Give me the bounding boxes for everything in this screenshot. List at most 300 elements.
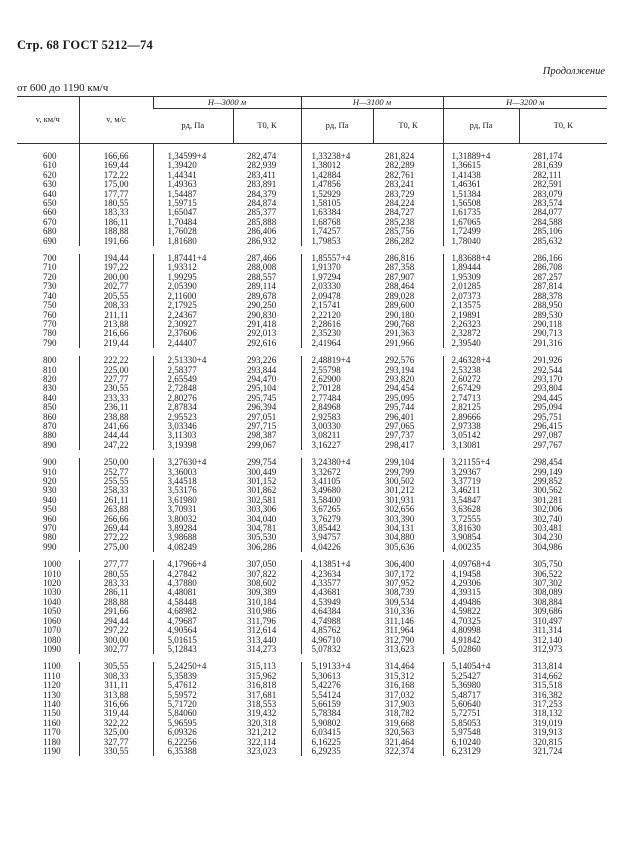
table-cell: 5,24250+4 <box>153 662 233 671</box>
table-cell: 287,358 <box>385 262 415 273</box>
table-cell: 2,03330 <box>301 282 373 291</box>
table-cell: 283,079 <box>533 188 563 199</box>
table-cell: 194,44 <box>79 254 153 263</box>
table-cell: 5,85053 <box>443 719 519 728</box>
table-cell: 3,41105 <box>301 477 373 486</box>
table-cell: 980 <box>43 532 57 543</box>
table-cell: 288,008 <box>247 262 277 273</box>
table-cell: 1,87441+4 <box>153 254 233 263</box>
table-cell: 291,66 <box>79 607 153 616</box>
table-cell: 3,63628 <box>443 505 519 514</box>
table-cell: 3,44518 <box>153 477 233 486</box>
table-cell: 1080 <box>43 634 61 645</box>
table-cell: 1,49363 <box>153 180 233 189</box>
table-cell: 1,95309 <box>443 273 519 282</box>
table-cell: 2,97338 <box>443 422 519 431</box>
table-cell: 294,44 <box>79 617 153 626</box>
table-cell: 970 <box>43 523 57 534</box>
table-cell: 282,474 <box>247 151 277 161</box>
table-cell: 312,973 <box>533 643 563 654</box>
table-cell: 301,931 <box>385 494 415 505</box>
table-cell: 211,11 <box>79 311 153 320</box>
table-cell: 5,90802 <box>301 719 373 728</box>
table-cell: 930 <box>43 485 57 496</box>
table-cell: 3,11303 <box>153 431 233 440</box>
table-cell: 247,22 <box>79 441 153 450</box>
col-header-t0: T0, К <box>373 109 443 144</box>
table-cell: 5,78384 <box>301 709 373 718</box>
table-cell: 303,306 <box>247 504 277 515</box>
col-header-pd: pд, Па <box>153 109 233 144</box>
table-cell: 300,502 <box>385 476 415 486</box>
table-cell: 770 <box>43 318 57 329</box>
table-row <box>17 645 607 654</box>
table-cell: 2,74713 <box>443 394 519 403</box>
table-cell: 5,19133+4 <box>301 662 373 671</box>
table-cell: 4,39315 <box>443 588 519 597</box>
table-cell: 4,68982 <box>153 607 233 616</box>
table-cell: 322,374 <box>385 745 415 756</box>
table-cell: 3,80032 <box>153 515 233 524</box>
table-cell: 4,23634 <box>301 570 373 579</box>
table-cell: 289,028 <box>385 290 415 301</box>
table-cell: 630 <box>43 179 57 190</box>
table-cell: 166,66 <box>79 144 153 162</box>
table-cell: 610 <box>43 160 57 171</box>
table-cell: 2,17925 <box>153 301 233 310</box>
table-cell: 1130 <box>43 689 61 700</box>
table-cell: 5,14054+4 <box>443 662 519 671</box>
table-cell: 304,131 <box>385 523 415 534</box>
table-cell: 321,724 <box>533 745 563 756</box>
table-cell: 1100 <box>43 661 61 672</box>
table-cell: 2,01285 <box>443 282 519 291</box>
table-cell: 910 <box>43 466 57 477</box>
table-cell: 298,454 <box>533 457 563 468</box>
table-cell: 5,60640 <box>443 700 519 709</box>
table-cell: 1030 <box>43 587 61 598</box>
table-cell: 290,250 <box>247 300 277 311</box>
table-cell: 175,00 <box>79 180 153 189</box>
table-cell: 3,37719 <box>443 477 519 486</box>
col-header-pd: pд, Па <box>301 109 373 144</box>
table-cell: 282,111 <box>533 169 562 180</box>
table-cell: 293,844 <box>247 364 277 375</box>
table-cell: 272,22 <box>79 533 153 542</box>
table-row <box>17 747 607 756</box>
table-cell: 1160 <box>43 717 61 728</box>
table-cell: 319,019 <box>533 717 563 728</box>
table-cell: 3,16227 <box>301 441 373 450</box>
table-cell: 2,62900 <box>301 375 373 384</box>
table-cell: 308,602 <box>247 578 277 589</box>
table-cell: 5,97548 <box>443 728 519 737</box>
table-cell: 258,33 <box>79 486 153 495</box>
table-cell: 750 <box>43 300 57 311</box>
col-header-v-kmh: v, км/ч <box>17 97 79 144</box>
table-cell: 290,180 <box>385 309 415 320</box>
table-cell: 840 <box>43 392 57 403</box>
table-cell: 4,59822 <box>443 607 519 616</box>
table-cell: 213,88 <box>79 320 153 329</box>
table-cell: 6,09326 <box>153 728 233 737</box>
table-cell: 5,35839 <box>153 672 233 681</box>
table-cell: 4,04226 <box>301 543 373 552</box>
table-cell: 1,44341 <box>153 171 233 180</box>
table-cell: 3,08211 <box>301 431 373 440</box>
table-cell: 299,067 <box>247 439 277 450</box>
table-cell: 299,799 <box>385 466 415 477</box>
table-cell: 294,470 <box>247 373 277 384</box>
table-cell: 2,13575 <box>443 301 519 310</box>
table-cell: 4,53949 <box>301 598 373 607</box>
table-cell: 307,302 <box>533 578 563 589</box>
table-cell: 238,88 <box>79 413 153 422</box>
table-cell: 317,032 <box>385 689 415 700</box>
table-cell: 293,226 <box>247 355 277 366</box>
table-cell: 3,94757 <box>301 533 373 542</box>
table-cell: 4,00235 <box>443 543 519 552</box>
table-cell: 312,614 <box>247 625 277 636</box>
table-cell: 700 <box>43 253 57 264</box>
table-cell: 305,55 <box>79 662 153 671</box>
table-cell: 219,44 <box>79 339 153 348</box>
table-cell: 285,888 <box>247 216 277 227</box>
table-cell: 297,087 <box>533 430 563 441</box>
table-cell: 1,33238+4 <box>301 144 373 162</box>
table-cell: 304,230 <box>533 532 563 543</box>
table-cell: 303,481 <box>533 523 563 534</box>
table-cell: 790 <box>43 337 57 348</box>
table-cell: 280,55 <box>79 570 153 579</box>
table-cell: 300,562 <box>533 485 563 496</box>
table-cell: 4,96710 <box>301 636 373 645</box>
table-cell: 4,48081 <box>153 588 233 597</box>
table-cell: 283,241 <box>385 179 415 190</box>
table-cell: 1,85557+4 <box>301 254 373 263</box>
table-cell: 940 <box>43 494 57 505</box>
table-cell: 5,02860 <box>443 645 519 654</box>
table-cell: 2,65549 <box>153 375 233 384</box>
table-cell: 4,43681 <box>301 588 373 597</box>
table-cell: 3,89284 <box>153 524 233 533</box>
table-cell: 286,406 <box>247 226 277 237</box>
table-cell: 252,77 <box>79 468 153 477</box>
table-cell: 820 <box>43 373 57 384</box>
table-cell: 288,88 <box>79 598 153 607</box>
table-cell: 315,518 <box>533 680 563 691</box>
table-cell: 233,33 <box>79 394 153 403</box>
table-cell: 900 <box>43 457 57 468</box>
table-cell: 318,553 <box>247 698 277 709</box>
col-header-altitude-3000: H—3000 м <box>153 97 301 109</box>
table-cell: 316,818 <box>247 680 277 691</box>
table-cell: 287,466 <box>247 253 277 264</box>
table-cell: 1060 <box>43 615 61 626</box>
table-cell: 4,37880 <box>153 579 233 588</box>
table-cell: 600 <box>43 151 57 161</box>
table-cell: 830 <box>43 383 57 394</box>
table-cell: 950 <box>43 504 57 515</box>
table-cell: 5,42276 <box>301 681 373 690</box>
table-cell: 1140 <box>43 698 61 709</box>
table-cell: 310,497 <box>533 615 563 626</box>
table-cell: 261,11 <box>79 496 153 505</box>
table-cell: 3,58400 <box>301 496 373 505</box>
table-cell: 322,22 <box>79 719 153 728</box>
table-cell: 291,363 <box>385 328 415 339</box>
table-cell: 690 <box>43 235 57 246</box>
table-cell: 1,46361 <box>443 180 519 189</box>
table-cell: 2,41964 <box>301 339 373 348</box>
table-cell: 316,382 <box>533 689 563 700</box>
table-cell: 5,96595 <box>153 719 233 728</box>
table-cell: 2,70128 <box>301 384 373 393</box>
table-cell: 305,530 <box>247 532 277 543</box>
table-cell: 1,89444 <box>443 263 519 272</box>
table-cell: 283,411 <box>247 169 276 180</box>
table-cell: 295,094 <box>533 402 563 413</box>
table-cell: 306,400 <box>385 559 415 570</box>
table-cell: 3,27630+4 <box>153 458 233 467</box>
table-cell: 5,47612 <box>153 681 233 690</box>
table-cell: 197,22 <box>79 263 153 272</box>
table-cell: 2,92583 <box>301 413 373 422</box>
table-cell: 2,11600 <box>153 292 233 301</box>
table-body <box>17 144 607 757</box>
table-cell: 308,33 <box>79 672 153 681</box>
table-cell: 319,913 <box>533 727 563 738</box>
table-cell: 241,66 <box>79 422 153 431</box>
table-cell: 289,530 <box>533 309 563 320</box>
table-cell: 314,273 <box>247 643 277 654</box>
table-cell: 313,623 <box>385 643 415 654</box>
table-cell: 307,172 <box>385 568 415 579</box>
table-cell: 302,006 <box>533 504 563 515</box>
table-cell: 285,756 <box>385 226 415 237</box>
table-cell: 310,184 <box>247 596 277 607</box>
table-cell: 4,13851+4 <box>301 560 373 569</box>
table-cell: 298,387 <box>247 430 277 441</box>
table-cell: 5,72751 <box>443 709 519 718</box>
table-cell: 296,401 <box>385 411 415 422</box>
table-cell: 319,432 <box>247 708 277 719</box>
table-cell: 286,166 <box>533 253 563 264</box>
table-cell: 5,84060 <box>153 709 233 718</box>
table-cell: 313,440 <box>247 634 277 645</box>
table-cell: 5,12843 <box>153 645 233 654</box>
table-cell: 288,557 <box>247 271 277 282</box>
table-cell: 302,740 <box>533 513 563 524</box>
table-cell: 320,318 <box>247 717 277 728</box>
table-cell: 288,950 <box>533 300 563 311</box>
table-cell: 660 <box>43 207 57 218</box>
table-cell: 2,51330+4 <box>153 356 233 365</box>
table-cell: 1,42884 <box>301 171 373 180</box>
table-cell: 1,39420 <box>153 161 233 170</box>
table-cell: 230,55 <box>79 384 153 393</box>
table-cell: 3,61980 <box>153 496 233 505</box>
table-cell: 299,852 <box>533 476 563 486</box>
table-cell: 710 <box>43 262 57 273</box>
table-cell: 850 <box>43 402 57 413</box>
table-cell: 3,32672 <box>301 468 373 477</box>
table-cell: 3,05142 <box>443 431 519 440</box>
table-cell: 1000 <box>43 559 61 570</box>
table-cell: 202,77 <box>79 282 153 291</box>
table-cell: 1,52929 <box>301 190 373 199</box>
table-cell: 308,884 <box>533 596 563 607</box>
table-cell: 297,737 <box>385 430 415 441</box>
table-cell: 216,66 <box>79 329 153 338</box>
table-cell: 288,378 <box>533 290 563 301</box>
table-cell: 3,19398 <box>153 441 233 450</box>
table-cell: 320,563 <box>385 727 415 738</box>
table-cell: 1180 <box>43 736 61 747</box>
table-cell: 297,767 <box>533 439 563 450</box>
table-cell: 284,874 <box>247 198 277 209</box>
table-cell: 177,77 <box>79 190 153 199</box>
table-cell: 3,76279 <box>301 515 373 524</box>
table-cell: 2,24367 <box>153 311 233 320</box>
table-cell: 4,91842 <box>443 636 519 645</box>
table-cell: 1040 <box>43 596 61 607</box>
table-cell: 1190 <box>43 745 61 756</box>
table-cell: 5,71720 <box>153 700 233 709</box>
table-cell: 1,56508 <box>443 199 519 208</box>
table-cell: 3,90854 <box>443 533 519 542</box>
table-cell: 1,63384 <box>301 208 373 217</box>
table-cell: 315,113 <box>247 661 276 672</box>
table-cell: 307,822 <box>247 568 277 579</box>
table-cell: 317,681 <box>247 689 277 700</box>
table-cell: 960 <box>43 513 57 524</box>
col-header-t0: T0, К <box>233 109 301 144</box>
table-cell: 183,33 <box>79 208 153 217</box>
table-cell: 4,80998 <box>443 626 519 635</box>
table-cell: 2,77484 <box>301 394 373 403</box>
table-cell: 255,55 <box>79 477 153 486</box>
table-cell: 180,55 <box>79 199 153 208</box>
table-cell: 3,49680 <box>301 486 373 495</box>
table-cell: 283,729 <box>385 188 415 199</box>
page-header: Стр. 68 ГОСТ 5212—74 <box>17 38 153 52</box>
table-cell: 304,040 <box>247 513 277 524</box>
table-cell: 1,41438 <box>443 171 519 180</box>
table-cell: 305,636 <box>385 541 415 552</box>
table-cell: 1090 <box>43 643 61 654</box>
table-cell: 283,891 <box>247 179 277 190</box>
table-cell: 321,464 <box>385 736 415 747</box>
col-header-v-ms: v, м/с <box>79 97 153 144</box>
table-cell: 1,72499 <box>443 227 519 236</box>
table-cell: 5,07832 <box>301 645 373 654</box>
table-cell: 2,87834 <box>153 403 233 412</box>
table-cell: 191,66 <box>79 237 153 246</box>
table-cell: 302,656 <box>385 504 415 515</box>
table-cell: 297,22 <box>79 626 153 635</box>
table-cell: 1,97294 <box>301 273 373 282</box>
table-cell: 284,224 <box>385 198 415 209</box>
table-cell: 4,49486 <box>443 598 519 607</box>
table-cell: 306,286 <box>247 541 277 552</box>
table-cell: 1110 <box>43 670 61 681</box>
table-cell: 281,174 <box>533 151 563 161</box>
table-cell: 301,152 <box>247 476 277 486</box>
table-cell: 286,932 <box>247 235 277 246</box>
table-cell: 780 <box>43 328 57 339</box>
table-cell: 1,83688+4 <box>443 254 519 263</box>
table-cell: 1010 <box>43 568 61 579</box>
table-cell: 293,804 <box>533 383 563 394</box>
table-cell: 860 <box>43 411 57 422</box>
table-cell: 3,36003 <box>153 468 233 477</box>
table-cell: 300,449 <box>247 466 277 477</box>
table-row <box>17 237 607 246</box>
table-cell: 316,66 <box>79 700 153 709</box>
table-cell: 3,53176 <box>153 486 233 495</box>
table-cell: 2,48819+4 <box>301 356 373 365</box>
table-cell: 315,962 <box>247 670 277 681</box>
table-cell: 282,591 <box>533 179 563 190</box>
table-cell: 5,25427 <box>443 672 519 681</box>
table-cell: 321,212 <box>247 727 277 738</box>
col-header-altitude-3200: H—3200 м <box>443 97 607 109</box>
table-cell: 2,26323 <box>443 320 519 329</box>
table-cell: 293,170 <box>533 373 563 384</box>
table-cell: 640 <box>43 188 57 199</box>
table-cell: 323,023 <box>247 745 277 756</box>
table-cell: 304,880 <box>385 532 415 543</box>
table-cell: 2,46328+4 <box>443 356 519 365</box>
table-cell: 283,574 <box>533 198 563 209</box>
table-cell: 302,77 <box>79 645 153 654</box>
table-cell: 286,11 <box>79 588 153 597</box>
table-cell: 330,55 <box>79 747 153 756</box>
table-cell: 1,67065 <box>443 218 519 227</box>
table-cell: 310,986 <box>247 606 277 617</box>
table-cell: 2,15741 <box>301 301 373 310</box>
table-cell: 263,88 <box>79 505 153 514</box>
table-cell: 1120 <box>43 680 61 691</box>
table-cell: 5,54124 <box>301 691 373 700</box>
table-cell: 740 <box>43 290 57 301</box>
table-cell: 2,80276 <box>153 394 233 403</box>
table-cell: 225,00 <box>79 366 153 375</box>
table-cell: 4,79687 <box>153 617 233 626</box>
table-cell: 4,64384 <box>301 607 373 616</box>
table-cell: 289,114 <box>247 281 276 292</box>
table-cell: 5,48717 <box>443 691 519 700</box>
table-cell: 287,907 <box>385 271 415 282</box>
table-cell: 760 <box>43 309 57 320</box>
table-cell: 1,61735 <box>443 208 519 217</box>
table-cell: 3,29367 <box>443 468 519 477</box>
table-cell: 299,754 <box>247 457 277 468</box>
table-cell: 288,464 <box>385 281 415 292</box>
table-cell: 286,282 <box>385 235 415 246</box>
table-cell: 289,600 <box>385 300 415 311</box>
table-cell: 308,089 <box>533 587 563 598</box>
table-cell: 285,632 <box>533 235 563 246</box>
table-cell: 314,464 <box>385 661 415 672</box>
table-cell: 284,588 <box>533 216 563 227</box>
table-cell: 1,91370 <box>301 263 373 272</box>
table-cell: 285,377 <box>247 207 277 218</box>
table-cell: 6,03415 <box>301 728 373 737</box>
table-cell: 2,32872 <box>443 329 519 338</box>
table-cell: 2,30927 <box>153 320 233 329</box>
